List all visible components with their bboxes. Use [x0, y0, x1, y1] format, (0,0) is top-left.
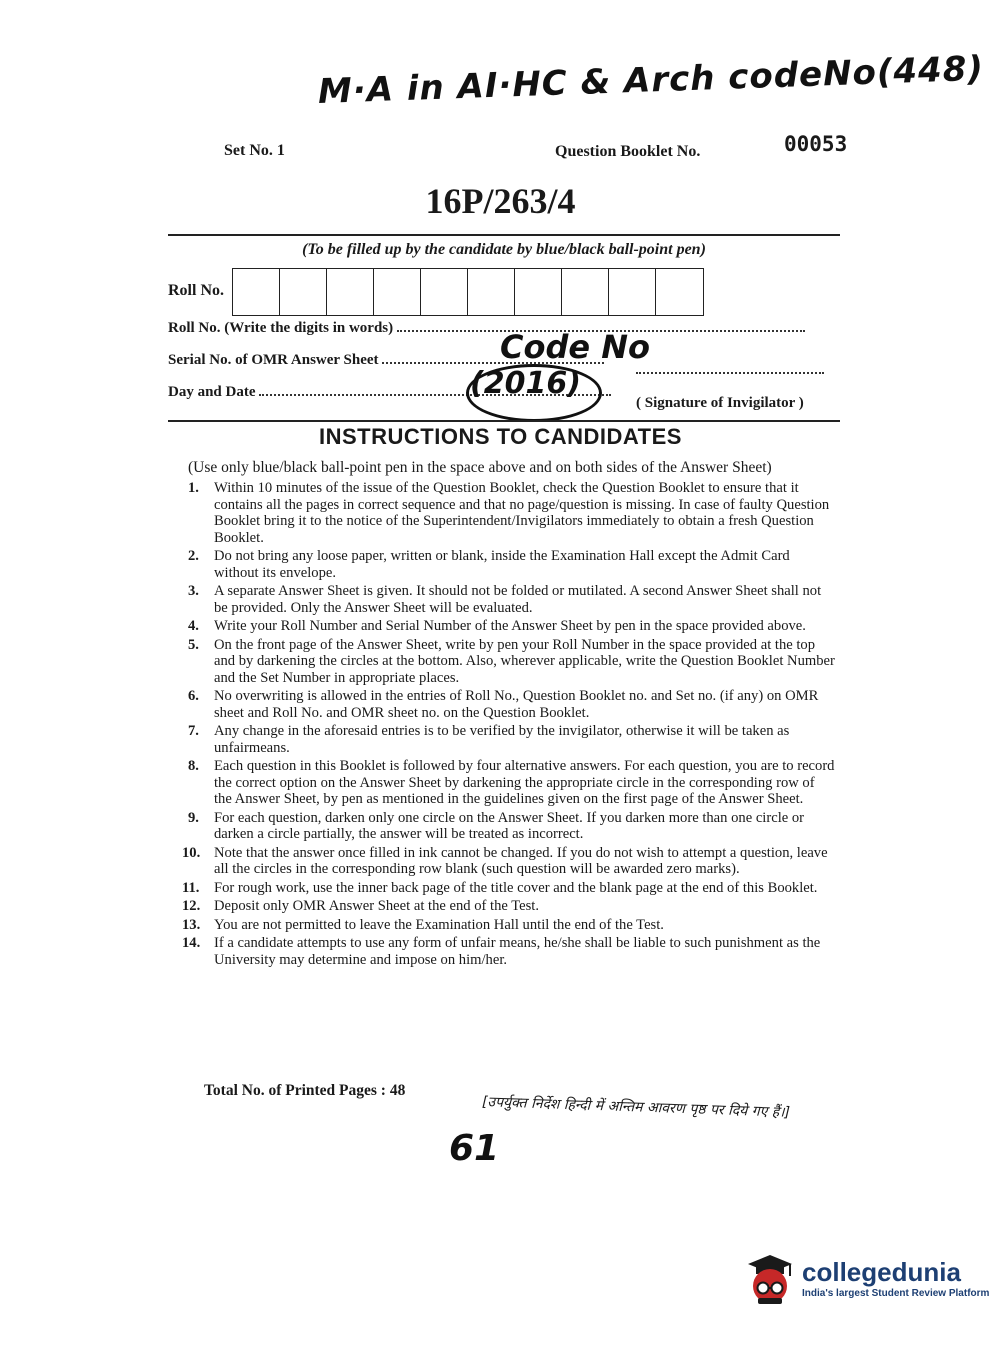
instruction-number: 4.	[188, 618, 199, 634]
instruction-item	[170, 917, 836, 934]
instruction-item	[170, 618, 836, 635]
instruction-number: 6.	[188, 688, 199, 704]
instruction-text: Do not bring any loose paper, written or blank, inside the Examination Hall except the Admit Card without its envelope.	[214, 548, 790, 581]
instruction-number: 1.	[188, 480, 199, 496]
roll-digit-box[interactable]	[515, 269, 562, 315]
roll-digit-box[interactable]	[609, 269, 656, 315]
instruction-number: 2.	[188, 548, 199, 564]
day-date-label: Day and Date	[168, 384, 256, 400]
instruction-text: On the front page of the Answer Sheet, write by pen your Roll Number in the space provided at the top and by darkening the circles at the bottom. Also, wherever applicable, write the Question Booklet Number and the Set Number in appropriate places.	[214, 636, 835, 686]
instruction-text: A separate Answer Sheet is given. It should not be folded or mutilated. A second Answer Sheet shall not be provided. Only the Answer Sheet will be evaluated.	[214, 583, 822, 616]
instruction-item	[170, 688, 836, 721]
instruction-number: 5.	[188, 636, 199, 653]
instruction-text: If a candidate attempts to use any form of unfair means, he/she shall be liable to such punishment as the University may determine and impose on him/her.	[214, 935, 821, 968]
instruction-item	[170, 583, 836, 616]
instruction-number: 8.	[188, 758, 199, 774]
instruction-text: Each question in this Booklet is followed by four alternative answers. For each question, you are to record the correct option on the Answer Sheet by darkening the appropriate circle in the corresponding row of the Answer Sheet, by pen as mentioned in the guidelines given on the first page of the Answer Sheet.	[214, 758, 835, 807]
instruction-item	[170, 898, 836, 915]
instruction-text: Write your Roll Number and Serial Number of the Answer Sheet by pen in the space provided above.	[214, 618, 806, 634]
instruction-number: 11.	[182, 879, 200, 896]
instruction-text: You are not permitted to leave the Examination Hall until the end of the Test.	[214, 916, 664, 933]
divider	[168, 420, 840, 422]
set-number: Set No. 1	[224, 142, 285, 159]
instruction-number: 10.	[182, 844, 201, 861]
instruction-text: Any change in the aforesaid entries is to be verified by the invigilator, otherwise it will be taken as unfairmeans.	[214, 723, 790, 756]
instruction-item	[170, 758, 836, 808]
roll-digit-box[interactable]	[656, 269, 703, 315]
booklet-number: 00053	[784, 132, 848, 156]
paper-code: 16P/263/4	[425, 181, 576, 221]
instruction-item	[170, 880, 836, 897]
instruction-number: 12.	[182, 898, 201, 914]
mascot-icon	[740, 1250, 796, 1306]
invigilator-signature-label: ( Signature of Invigilator )	[636, 395, 804, 411]
roll-digit-box[interactable]	[233, 269, 280, 315]
instruction-number: 14.	[182, 935, 201, 951]
instruction-text: No overwriting is allowed in the entries of Roll No., Question Booklet no. and Set no. (if any) on OMR sheet and Roll No. and OMR sheet no. on the Question Booklet.	[214, 688, 819, 721]
instructions-title: INSTRUCTIONS TO CANDIDATES	[319, 424, 682, 449]
divider	[168, 234, 840, 236]
instruction-number: 3.	[188, 583, 199, 599]
handwritten-page-number: 61	[449, 1128, 500, 1169]
brand-tagline: India's largest Student Review Platform	[802, 1287, 990, 1299]
instruction-number: 9.	[188, 809, 199, 826]
handwritten-year: (2016)	[470, 366, 581, 401]
handwritten-course-title: M·A in AI·HC & Arch codeNo(448)	[317, 48, 985, 112]
instructions-intro: (Use only blue/black ball-point pen in the space above and on both sides of the Answer Sheet)	[188, 459, 772, 476]
instruction-text: Deposit only OMR Answer Sheet at the end of the Test.	[214, 898, 539, 914]
instruction-text: For each question, darken only one circle on the Answer Sheet. If you darken more than one circle or darken a circle partially, the answer will be treated as incorrect.	[214, 809, 805, 842]
booklet-number-label: Question Booklet No.	[555, 143, 701, 160]
instruction-item	[170, 637, 836, 687]
roll-digit-box[interactable]	[327, 269, 374, 315]
roll-digit-box[interactable]	[421, 269, 468, 315]
collegedunia-logo	[740, 1250, 989, 1306]
roll-digit-box[interactable]	[562, 269, 609, 315]
instruction-item	[170, 935, 836, 968]
instruction-item	[170, 548, 836, 581]
instruction-item	[170, 810, 836, 843]
roll-digit-box[interactable]	[374, 269, 421, 315]
instruction-number: 7.	[188, 723, 199, 739]
signature-line[interactable]	[636, 372, 824, 374]
instructions-list	[170, 480, 836, 970]
roll-digit-box[interactable]	[280, 269, 327, 315]
roll-words-label: Roll No. (Write the digits in words)	[168, 320, 394, 336]
roll-digit-box[interactable]	[468, 269, 515, 315]
instruction-item	[170, 723, 836, 756]
instruction-number: 13.	[182, 916, 201, 933]
instruction-text: Within 10 minutes of the issue of the Question Booklet, check the Question Booklet to ensure that it contains all the pages in correct sequence and that no page/question is missing. In case of faulty Question Booklet bring it to the notice of the Superintendent/Invigilators immediately to obtain a fresh Question Booklet.	[214, 480, 830, 546]
instruction-text: For rough work, use the inner back page of the title cover and the blank page at the end of this Booklet.	[214, 879, 818, 896]
handwritten-code-note: Code No	[500, 328, 650, 366]
fill-instruction: (To be filled up by the candidate by blue/black ball-point pen)	[302, 241, 706, 258]
instruction-text: Note that the answer once filled in ink cannot be changed. If you do not wish to attempt a question, leave all the circles in the corresponding row blank (such question will be awarded zero marks).	[214, 844, 828, 877]
hindi-note: [उपर्युक्त निर्देश हिन्दी में अन्तिम आवरण पृष्ठ पर दिये गए हैं।]	[481, 1094, 791, 1121]
brand-name: collegedunia	[802, 1256, 961, 1287]
instruction-item	[170, 480, 836, 546]
roll-number-label: Roll No.	[168, 282, 224, 299]
total-pages: Total No. of Printed Pages : 48	[204, 1082, 406, 1099]
roll-number-boxes	[232, 268, 704, 316]
instruction-item	[170, 845, 836, 878]
omr-serial-label: Serial No. of OMR Answer Sheet	[168, 352, 379, 368]
